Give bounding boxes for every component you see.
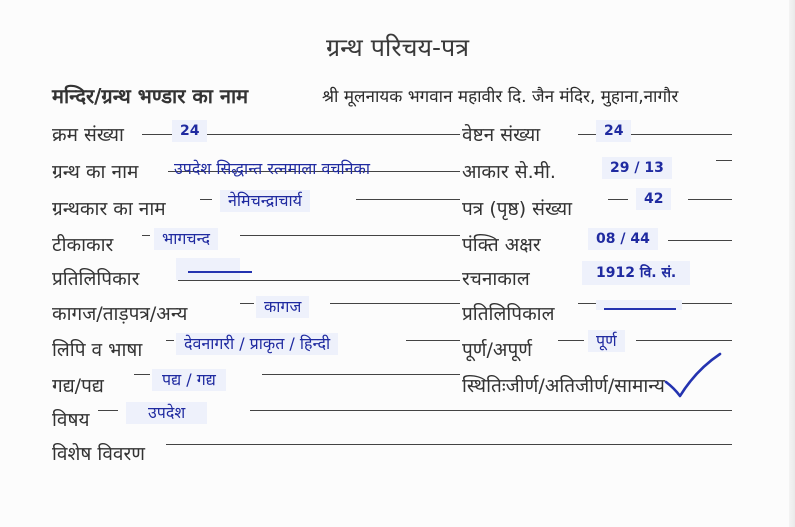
page-count-line-b bbox=[688, 199, 732, 200]
script-language-value: देवनागरी / प्राकृत / हिन्दी bbox=[176, 333, 338, 355]
copyist-blank-mark bbox=[188, 271, 252, 273]
copyist-label: प्रतिलिपिकार bbox=[52, 268, 140, 290]
line-letters-value: 08 / 44 bbox=[588, 228, 658, 250]
special-description-line bbox=[166, 444, 732, 445]
commentator-line-b bbox=[240, 235, 460, 236]
temple-value: श्री मूलनायक भगवान महावीर दि. जैन मंदिर, मुहाना,नागौर bbox=[322, 87, 679, 107]
special-description-label: विशेष विवरण bbox=[52, 443, 145, 465]
prose-verse-line-b bbox=[262, 374, 460, 375]
author-label: ग्रन्थकार का नाम bbox=[52, 198, 166, 220]
complete-incomplete-line-b bbox=[636, 340, 732, 341]
wrapper-number-label: वेष्टन संख्या bbox=[462, 124, 541, 146]
copy-period-label: प्रतिलिपिकाल bbox=[462, 303, 555, 325]
complete-incomplete-value: पूर्ण bbox=[588, 330, 625, 352]
material-value: कागज bbox=[256, 296, 309, 318]
serial-number-value: 24 bbox=[172, 120, 207, 142]
page-count-value: 42 bbox=[636, 188, 671, 210]
prose-verse-value: पद्य / गद्य bbox=[152, 369, 226, 391]
copy-period-blank-mark bbox=[604, 308, 676, 310]
card-title: ग्रन्थ परिचय-पत्र bbox=[326, 33, 469, 62]
temple-label: मन्दिर/ग्रन्थ भण्डार का नाम bbox=[52, 84, 249, 108]
check-mark-icon bbox=[660, 352, 722, 402]
subject-line-b bbox=[250, 410, 732, 411]
material-label: कागज/ताड़पत्र/अन्य bbox=[52, 303, 188, 325]
size-line bbox=[716, 160, 732, 161]
complete-incomplete-line-a bbox=[558, 340, 584, 341]
prose-verse-label: गद्य/पद्य bbox=[52, 375, 104, 397]
line-letters-line bbox=[668, 240, 732, 241]
composition-period-label: रचनाकाल bbox=[462, 268, 530, 290]
card-edge bbox=[789, 0, 795, 527]
material-line-b bbox=[330, 303, 460, 304]
commentator-line-a bbox=[142, 235, 150, 236]
book-name-value: उपदेश सिद्धान्त रत्नमाला वचनिका bbox=[174, 159, 370, 178]
commentator-value: भागचन्द bbox=[154, 228, 218, 250]
condition-label: स्थितिःजीर्ण/अतिजीर्ण/सामान्य bbox=[462, 375, 665, 397]
material-line-a bbox=[240, 303, 254, 304]
wrapper-number-value: 24 bbox=[596, 120, 631, 142]
subject-label: विषय bbox=[52, 409, 90, 431]
size-label: आकार से.मी. bbox=[462, 161, 556, 183]
script-language-line-a bbox=[166, 340, 174, 341]
page-count-line-a bbox=[608, 199, 628, 200]
book-name-label: ग्रन्थ का नाम bbox=[52, 161, 139, 183]
commentator-label: टीकाकार bbox=[52, 234, 114, 256]
author-value: नेमिचन्द्राचार्य bbox=[220, 190, 310, 212]
copyist-value-box bbox=[176, 258, 240, 280]
copyist-line bbox=[178, 280, 460, 281]
script-language-label: लिपि व भाषा bbox=[52, 339, 143, 361]
complete-incomplete-label: पूर्ण/अपूर्ण bbox=[462, 339, 532, 361]
composition-period-value: 1912 वि. सं. bbox=[582, 261, 690, 285]
subject-line-a bbox=[98, 410, 118, 411]
subject-value: उपदेश bbox=[126, 402, 207, 424]
prose-verse-line-a bbox=[134, 374, 150, 375]
author-line-b bbox=[356, 199, 460, 200]
serial-number-label: क्रम संख्या bbox=[52, 124, 124, 146]
script-language-line-b bbox=[406, 340, 460, 341]
line-letters-label: पंक्ति अक्षर bbox=[462, 234, 541, 256]
size-value: 29 / 13 bbox=[602, 157, 672, 179]
author-line-a bbox=[200, 199, 212, 200]
page-count-label: पत्र (पृष्ठ) संख्या bbox=[462, 198, 573, 220]
